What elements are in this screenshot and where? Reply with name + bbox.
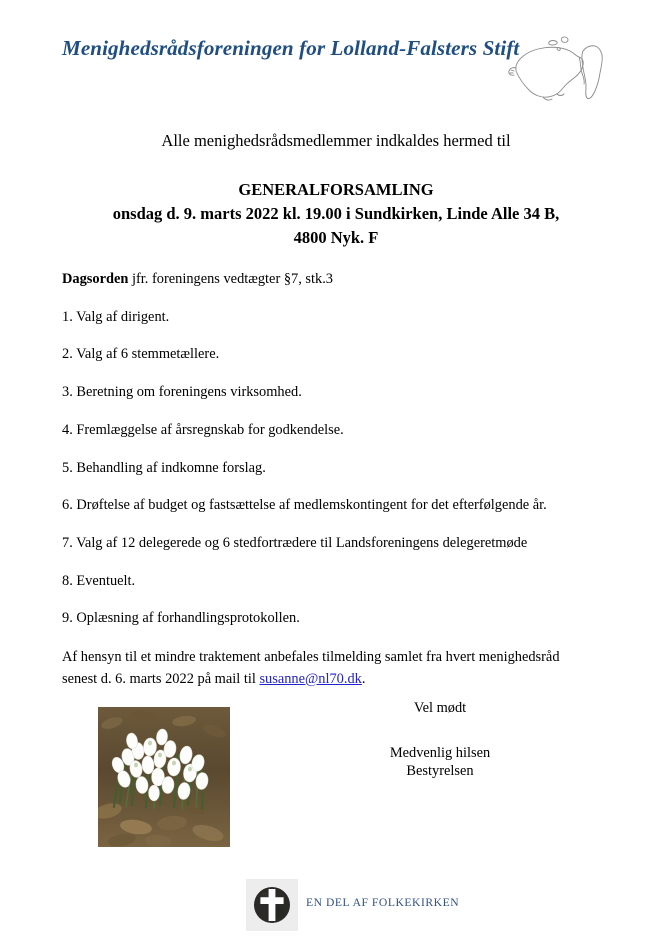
masthead (0, 26, 672, 118)
organization-title: Menighedsrådsforeningen for Lolland-Falsters Stift (62, 36, 520, 60)
invitation-when-line2: 4800 Nyk. F (293, 228, 379, 248)
agenda-reference: jfr. foreningens vedtægter §7, stk.3 (128, 271, 334, 287)
registration-notice (62, 647, 586, 690)
agenda-list (62, 308, 586, 628)
closing-spacer (330, 718, 550, 744)
agenda-item: 9. Oplæsning af forhandlingsprotokollen. (62, 610, 300, 627)
agenda-item: 1. Valg af dirigent. (62, 308, 170, 325)
agenda-item: 6. Drøftelse af budget og fastsættelse af medlemskontingent for det efterfølgende år. (62, 497, 547, 514)
notice-text-before: Af hensyn til et mindre traktement anbefales tilmelding samlet fra hvert menighedsråd senest d. 6. marts 2022 på mail til (62, 649, 560, 687)
closing-greeting: Vel mødt (413, 700, 467, 716)
invitation-block (46, 130, 626, 250)
agenda-item: 5. Behandling af indkomne forslag. (62, 459, 266, 476)
agenda-item: 4. Fremlæggelse af årsregnskab for godkendelse. (62, 421, 344, 438)
agenda-item: 8. Eventuelt. (62, 572, 136, 589)
agenda-label: Dagsorden (62, 271, 129, 287)
snowdrop-photo (98, 707, 230, 847)
closing-signature: Bestyrelsen (406, 763, 474, 780)
invitation-heading: GENERALFORSAMLING (238, 180, 434, 200)
agenda-item: 7. Valg af 12 delegerede og 6 stedfortrædere til Landsforeningens delegeretmøde (62, 535, 528, 552)
invitation-when-line1: onsdag d. 9. marts 2022 kl. 19.00 i Sundkirken, Linde Alle 34 B, (112, 204, 560, 224)
closing-regards: Medvenlig hilsen (389, 744, 491, 761)
email-link[interactable]: susanne@nl70.dk (259, 670, 362, 687)
cross-in-circle-icon (246, 879, 298, 931)
agenda-item: 2. Valg af 6 stemmetællere. (62, 346, 220, 363)
agenda-section (62, 270, 586, 705)
notice-text-after: . (361, 670, 366, 687)
lolland-falster-map-icon (500, 28, 618, 116)
closing-block (330, 699, 550, 781)
agenda-heading (62, 270, 586, 289)
footer (246, 879, 546, 931)
agenda-item: 3. Beretning om foreningens virksomhed. (62, 384, 302, 401)
footer-text: EN DEL AF FOLKEKIRKEN (306, 896, 460, 909)
invitation-lead: Alle menighedsrådsmedlemmer indkaldes hermed til (161, 131, 511, 150)
